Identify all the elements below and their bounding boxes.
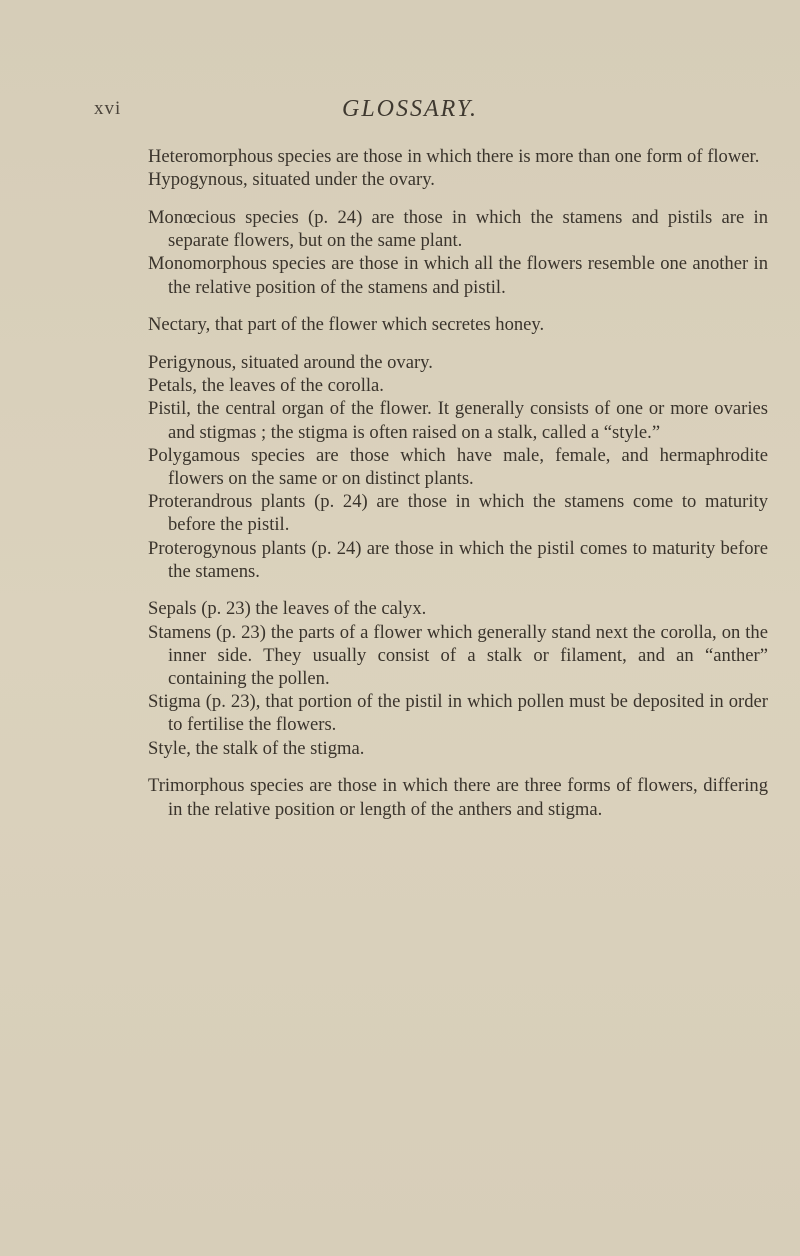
running-title: GLOSSARY. bbox=[342, 96, 479, 122]
glossary-entry-heteromorphous: Heteromorphous species are those in which there is more than one form of flower. bbox=[148, 146, 760, 167]
section-gap bbox=[148, 583, 768, 598]
glossary-entry-pistil: Pistil, the central organ of the flower. It generally consists of one or more ovaries and stigmas ; the stigma is often raised on a stalk, called a “style.” bbox=[148, 398, 768, 443]
section-gap bbox=[148, 191, 768, 206]
glossary-entry-petals: Petals, the leaves of the corolla. bbox=[148, 375, 384, 397]
glossary-entry-perigynous: Perigynous, situated around the ovary. bbox=[148, 351, 433, 373]
glossary-entry-trimorphous: Trimorphous species are those in which there are three forms of flowers, differing in the relative position or length of the anthers and stigma. bbox=[148, 775, 768, 820]
glossary-entry-proterandrous: Proterandrous plants (p. 24) are those in which the stamens come to maturity before the pistil. bbox=[148, 491, 768, 536]
glossary-entry-nectary: Nectary, that part of the flower which secretes honey. bbox=[148, 314, 545, 336]
glossary-entry-sepals: Sepals (p. 23) the leaves of the calyx. bbox=[148, 598, 427, 620]
section-gap bbox=[148, 760, 768, 775]
glossary-body bbox=[148, 145, 768, 821]
glossary-entry-monomorphous: Monomorphous species are those in which all the flowers resemble one another in the relative position of the stamens and pistil. bbox=[148, 253, 768, 298]
page-number: xvi bbox=[94, 98, 122, 119]
glossary-entry-proterogynous: Proterogynous plants (p. 24) are those in which the pistil comes to maturity before the stamens. bbox=[148, 537, 768, 582]
glossary-entry-stamens: Stamens (p. 23) the parts of a flower which generally stand next the corolla, on the inner side. They usually consist of a stalk or filament, and an “anther” containing the pollen. bbox=[148, 621, 768, 690]
glossary-entry-stigma: Stigma (p. 23), that portion of the pistil in which pollen must be deposited in order to fertilise the flowers. bbox=[148, 691, 768, 736]
glossary-entry-hypogynous: Hypogynous, situated under the ovary. bbox=[148, 169, 435, 191]
glossary-entry-style: Style, the stalk of the stigma. bbox=[148, 737, 365, 759]
glossary-entry-monoecious: Monœcious species (p. 24) are those in which the stamens and pistils are in separate flowers, but on the same plant. bbox=[148, 206, 768, 252]
glossary-entry-polygamous: Polygamous species are those which have male, female, and hermaphrodite flowers on the same or on distinct plants. bbox=[148, 444, 768, 489]
section-gap bbox=[148, 299, 768, 314]
section-gap bbox=[148, 336, 768, 351]
page-header bbox=[94, 96, 734, 124]
